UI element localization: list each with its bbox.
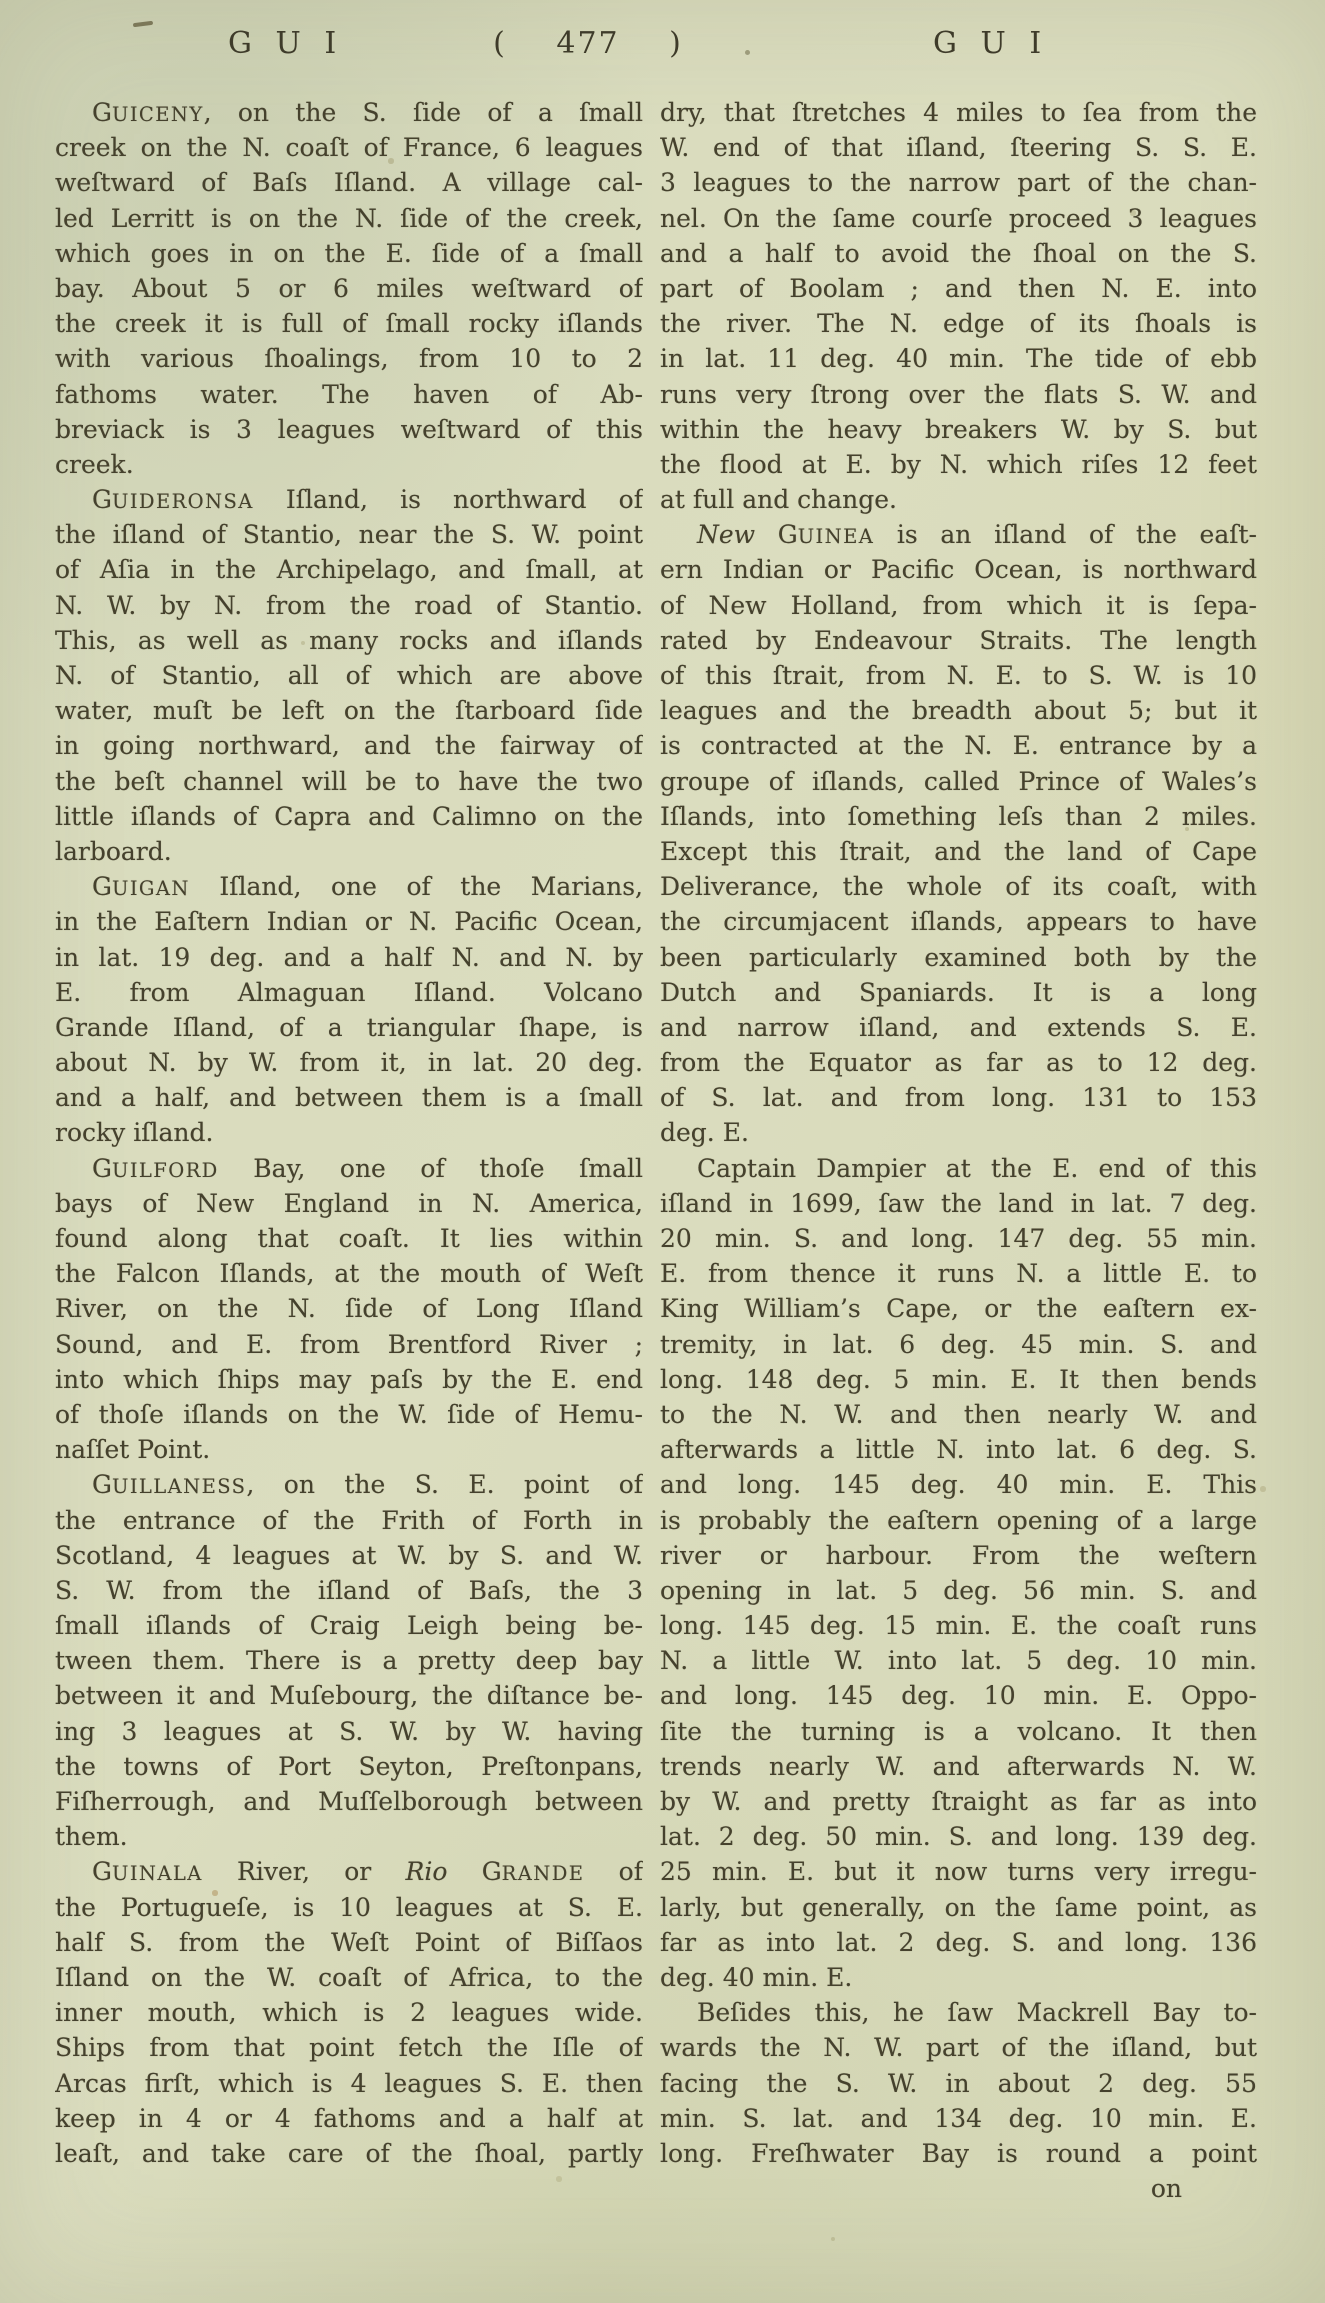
text-line: lat. 2 deg. 50 min. S. and long. 139 deg. [660, 1822, 1257, 1852]
text-line: led Lerritt is on the N. ſide of the creek, [55, 203, 643, 233]
text-line: groupe of iſlands, called Prince of Wales’s [660, 766, 1257, 796]
text-line: with various ſhoalings, from 10 to 2 [55, 344, 643, 374]
text-line: min. S. lat. and 134 deg. 10 min. E. [660, 2103, 1257, 2133]
catchword: on [1150, 2174, 1182, 2204]
text-line: Grande Iſland, of a triangular ſhape, is [55, 1012, 643, 1042]
text-line: half S. from the Weſt Point of Biſſaos [55, 1927, 643, 1957]
text-line: creek. [55, 449, 134, 479]
text-line: in going northward, and the fairway of [55, 731, 643, 761]
text-line: them. [55, 1822, 128, 1852]
text-line: rocky iſland. [55, 1118, 214, 1148]
text-line: rated by Endeavour Straits. The length [660, 625, 1257, 655]
text-line: Except this ſtrait, and the land of Cape [660, 836, 1257, 866]
text-line: E. from thence it runs N. a little E. to [660, 1259, 1257, 1289]
text-line: the iſland of Stantio, near the S. W. point [55, 520, 643, 550]
text-line: to the N. W. and then nearly W. and [660, 1399, 1257, 1429]
text-line: naſſet Point. [55, 1435, 211, 1465]
text-line: and a half to avoid the ſhoal on the S. [660, 238, 1257, 268]
text-line: long. 148 deg. 5 min. E. It then bends [660, 1364, 1257, 1394]
text-line: Arcas firſt, which is 4 leagues S. E. then [55, 2068, 643, 2098]
text-line: N. of Stantio, all of which are above [55, 661, 643, 690]
text-line: GUINALA River, or Rio GRANDE of [92, 1857, 643, 1887]
text-line: ſite the turning is a volcano. It then [660, 1716, 1257, 1746]
text-line: New GUINEA is an iſland of the eaſt- [697, 520, 1257, 550]
text-line: Dutch and Spaniards. It is a long [660, 977, 1257, 1007]
text-line: leaſt, and take care of the ſhoal, partly [55, 2138, 643, 2168]
text-line: the entrance of the Frith of Forth in [55, 1505, 643, 1535]
text-line: by W. and pretty ſtraight as far as into [660, 1787, 1257, 1816]
text-line: runs very ſtrong over the flats S. W. and [660, 379, 1257, 409]
text-line: of thoſe iſlands on the W. ſide of Hemu- [55, 1399, 643, 1429]
text-line: GUILLANESS, on the S. E. point of [92, 1470, 643, 1500]
text-line: nel. On the ſame courſe proceed 3 leagues [660, 203, 1257, 233]
running-title-left: G U I [228, 26, 344, 61]
text-line: breviack is 3 leagues weſtward of this [55, 414, 643, 444]
text-line: weſtward of Baſs Iſland. A village cal- [55, 168, 643, 198]
text-line: fathoms water. The haven of Ab- [55, 379, 643, 409]
text-line: Deliverance, the whole of its coaſt, with [660, 872, 1257, 902]
text-line: tween them. There is a pretty deep bay [55, 1646, 643, 1676]
text-line: the Portugueſe, is 10 leagues at S. E. [55, 1892, 643, 1922]
text-line: S. W. from the iſland of Baſs, the 3 [55, 1575, 643, 1605]
text-line: inner mouth, which is 2 leagues wide. [55, 1998, 643, 2028]
text-line: between it and Muſebourg, the diſtance be- [55, 1681, 643, 1711]
text-line: leagues and the breadth about 5; but it [660, 696, 1257, 726]
text-line: little iſlands of Capra and Calimno on the [55, 801, 643, 831]
text-line: This, as well as many rocks and iſlands [55, 625, 643, 655]
text-line: and a half, and between them is a ſmall [55, 1083, 643, 1113]
text-line: found along that coaſt. It lies within [55, 1224, 643, 1253]
text-line: keep in 4 or 4 fathoms and a half at [55, 2103, 643, 2133]
text-line: King William’s Cape, or the eaſtern ex- [660, 1294, 1257, 1324]
text-line: the beſt channel will be to have the two [55, 766, 643, 796]
text-line: the creek it is full of ſmall rocky iſlands [55, 309, 643, 339]
text-line: 20 min. S. and long. 147 deg. 55 min. [660, 1224, 1257, 1253]
text-line: creek on the N. coaſt of France, 6 leagues [55, 133, 643, 163]
text-line: into which ſhips may paſs by the E. end [55, 1364, 643, 1394]
page-number: ( 477 ) [493, 26, 683, 61]
text-line: wards the N. W. part of the iſland, but [660, 2033, 1257, 2063]
text-line: tremity, in lat. 6 deg. 45 min. S. and [660, 1329, 1257, 1359]
text-line: opening in lat. 5 deg. 56 min. S. and [660, 1575, 1257, 1605]
text-line: the flood at E. by N. which riſes 12 feet [660, 449, 1257, 479]
text-line: and long. 145 deg. 40 min. E. This [660, 1470, 1257, 1500]
text-line: afterwards a little N. into lat. 6 deg. S. [660, 1435, 1257, 1465]
text-line: the circumjacent iſlands, appears to have [660, 907, 1257, 937]
text-line: of Aſia in the Archipelago, and ſmall, at [55, 555, 643, 585]
text-line: River, on the N. ſide of Long Iſland [55, 1294, 643, 1324]
text-line: Captain Dampier at the E. end of this [697, 1153, 1257, 1183]
left-column [55, 95, 643, 2171]
text-line: at full and change. [660, 485, 897, 515]
text-line: the Falcon Iſlands, at the mouth of Weſt [55, 1259, 643, 1289]
text-line: of this ſtrait, from N. E. to S. W. is 10 [660, 661, 1257, 690]
text-line: of S. lat. and from long. 131 to 153 [660, 1083, 1257, 1113]
text-line: W. end of that iſland, ſteering S. S. E. [660, 133, 1257, 163]
right-column [660, 95, 1257, 2206]
text-line: in the Eaſtern Indian or N. Pacific Ocean, [55, 907, 643, 937]
text-line: water, muſt be left on the ſtarboard ſide [55, 696, 643, 726]
text-line: Beſides this, he ſaw Mackrell Bay to- [697, 1998, 1257, 2028]
text-line: bays of New England in N. America, [55, 1188, 643, 1218]
text-line: and narrow iſland, and extends S. E. [660, 1012, 1257, 1042]
text-line: been particularly examined both by the [660, 942, 1257, 972]
text-line: GUILFORD Bay, one of thoſe ſmall [92, 1153, 643, 1183]
text-line: in lat. 11 deg. 40 min. The tide of ebb [660, 344, 1257, 374]
text-line: which goes in on the E. ſide of a ſmall [55, 238, 643, 268]
text-line: larly, but generally, on the ſame point, as [660, 1892, 1257, 1922]
text-line: N. W. by N. from the road of Stantio. [55, 590, 643, 620]
text-line: Scotland, 4 leagues at W. by S. and W. [55, 1540, 643, 1570]
text-line: long. 145 deg. 15 min. E. the coaſt runs [660, 1611, 1257, 1641]
text-line: from the Equator as far as to 12 deg. [660, 1048, 1257, 1078]
text-line: of New Holland, from which it is ſepa- [660, 590, 1257, 620]
text-line: part of Boolam ; and then N. E. into [660, 273, 1257, 303]
text-line: ſmall iſlands of Craig Leigh being be- [55, 1611, 643, 1641]
text-line: Iſland on the W. coaſt of Africa, to the [55, 1962, 643, 1992]
text-line: river or harbour. From the weſtern [660, 1540, 1257, 1570]
text-line: ing 3 leagues at S. W. by W. having [55, 1716, 643, 1746]
text-line: deg. E. [660, 1118, 749, 1148]
text-line: larboard. [55, 836, 172, 866]
text-line: iſland in 1699, ſaw the land in lat. 7 deg. [660, 1188, 1257, 1218]
text-line: dry, that ſtretches 4 miles to ſea from the [660, 98, 1257, 127]
text-line: N. a little W. into lat. 5 deg. 10 min. [660, 1646, 1257, 1676]
paper-speckles [0, 0, 2, 2]
text-line: GUICENY, on the S. ſide of a ſmall [92, 98, 643, 127]
text-line: deg. 40 min. E. [660, 1962, 853, 1992]
text-line: facing the S. W. in about 2 deg. 55 [660, 2068, 1257, 2098]
text-line: in lat. 19 deg. and a half N. and N. by [55, 942, 643, 972]
text-line: 25 min. E. but it now turns very irregu- [660, 1857, 1257, 1887]
text-line: far as into lat. 2 deg. S. and long. 136 [660, 1927, 1257, 1957]
text-line: Sound, and E. from Brentford River ; [55, 1329, 643, 1359]
text-line: bay. About 5 or 6 miles weſtward of [55, 273, 643, 303]
text-line: GUIDERONSA Iſland, is northward of [92, 485, 643, 515]
text-line: within the heavy breakers W. by S. but [660, 414, 1257, 444]
text-line: Fiſherrough, and Muſſelborough between [55, 1787, 643, 1816]
text-line: is probably the eaſtern opening of a large [660, 1505, 1257, 1535]
text-line: Ships from that point fetch the Iſle of [55, 2033, 643, 2063]
text-line: ern Indian or Pacific Ocean, is northward [660, 555, 1257, 585]
text-line: GUIGAN Iſland, one of the Marians, [92, 872, 643, 902]
text-line: and long. 145 deg. 10 min. E. Oppo- [660, 1681, 1257, 1711]
text-line: the river. The N. edge of its ſhoals is [660, 309, 1257, 339]
running-title-right: G U I [933, 26, 1049, 61]
text-line: Iſlands, into ſomething leſs than 2 miles. [660, 801, 1257, 831]
ink-mark-dot [745, 50, 750, 55]
text-line: is contracted at the N. E. entrance by a [660, 731, 1257, 761]
text-line: the towns of Port Seyton, Preſtonpans, [55, 1751, 643, 1781]
text-line: E. from Almaguan Iſland. Volcano [55, 977, 643, 1007]
text-line: long. Freſhwater Bay is round a point [660, 2138, 1257, 2168]
text-line: 3 leagues to the narrow part of the chan- [660, 168, 1257, 198]
text-line: about N. by W. from it, in lat. 20 deg. [55, 1048, 643, 1078]
page-header [0, 26, 1325, 72]
text-line: trends nearly W. and afterwards N. W. [660, 1751, 1257, 1781]
